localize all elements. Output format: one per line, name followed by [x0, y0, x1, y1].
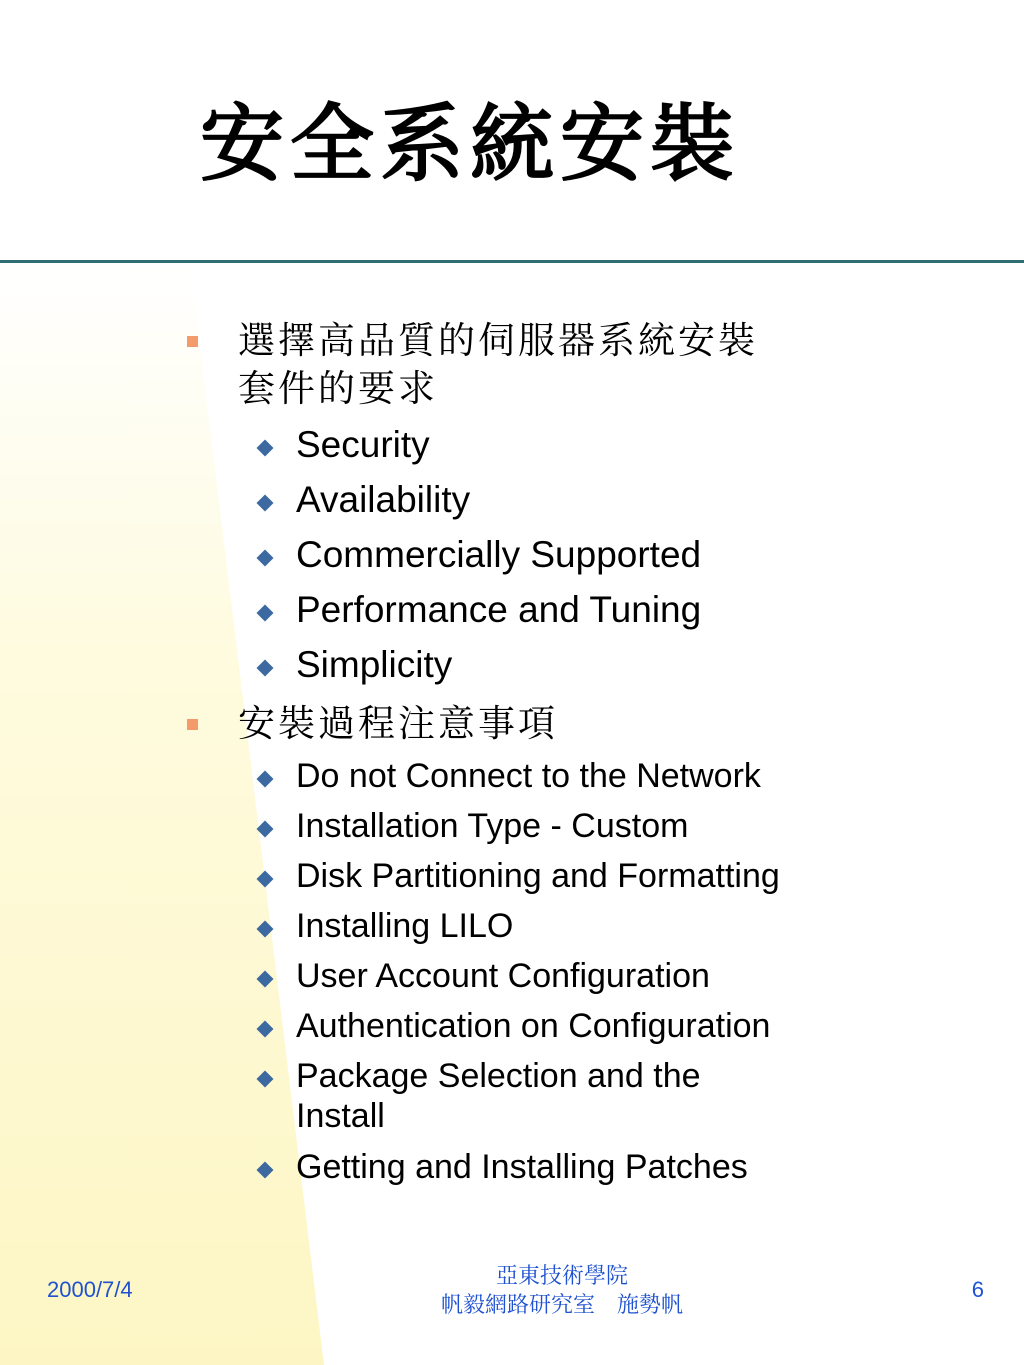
diamond-bullet-icon: [257, 771, 274, 788]
list-item: User Account Configuration: [296, 957, 710, 995]
section-heading-line: 套件的要求: [238, 367, 438, 410]
list-item: Package Selection and the: [296, 1057, 701, 1095]
page-number: 6: [971, 1277, 984, 1302]
diamond-bullet-icon: [257, 1071, 274, 1088]
list-item-continuation: Install: [296, 1097, 385, 1135]
diamond-bullet-icon: [257, 440, 274, 457]
list-item: Installing LILO: [296, 907, 514, 945]
list-item: Authentication on Configuration: [296, 1007, 771, 1045]
diamond-bullet-icon: [257, 971, 274, 988]
slide-title: 安全系統安裝: [199, 94, 740, 193]
diamond-bullet-icon: [257, 495, 274, 512]
footer-org-line: 亞東技術學院: [495, 1263, 628, 1288]
diamond-bullet-icon: [257, 550, 274, 567]
section-heading-line: 選擇高品質的伺服器系統安裝: [238, 319, 758, 362]
square-bullet-icon: [187, 336, 198, 347]
section-heading-line: 安裝過程注意事項: [238, 702, 558, 745]
diamond-bullet-icon: [257, 1021, 274, 1038]
list-item: Getting and Installing Patches: [296, 1148, 748, 1186]
diamond-bullet-icon: [257, 605, 274, 622]
footer-organization: [412, 1261, 712, 1319]
list-item: Disk Partitioning and Formatting: [296, 857, 780, 895]
list-item: Installation Type - Custom: [296, 807, 689, 845]
diamond-bullet-icon: [257, 821, 274, 838]
square-bullet-icon: [187, 719, 198, 730]
list-item: Do not Connect to the Network: [296, 757, 761, 795]
list-item: Simplicity: [296, 644, 453, 685]
list-item: Performance and Tuning: [296, 589, 702, 630]
diamond-bullet-icon: [257, 1162, 274, 1179]
list-item: Availability: [296, 479, 471, 520]
footer-date: 2000/7/4: [47, 1277, 133, 1302]
footer-org-line: 帆毅網路研究室 施勢帆: [440, 1292, 683, 1317]
diamond-bullet-icon: [257, 921, 274, 938]
diamond-bullet-icon: [257, 871, 274, 888]
list-item: Commercially Supported: [296, 534, 702, 575]
list-item: Security: [296, 424, 430, 465]
diamond-bullet-icon: [257, 660, 274, 677]
